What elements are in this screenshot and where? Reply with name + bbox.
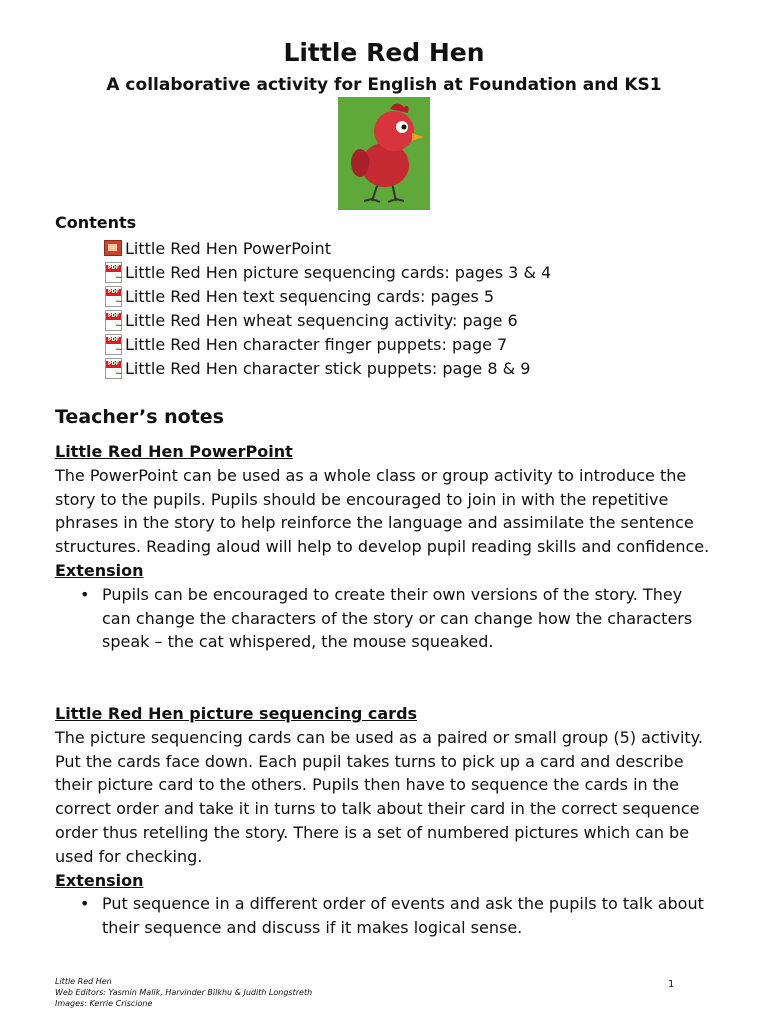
footer-line: Images: Kerrie Criscione <box>55 999 153 1008</box>
contents-item[interactable] <box>100 284 551 308</box>
document-title: Little Red Hen <box>283 38 485 67</box>
red-hen-icon <box>338 97 430 210</box>
teachers-notes-heading: Teacher’s notes <box>55 406 224 428</box>
contents-item[interactable] <box>100 332 551 356</box>
pdf-icon: PDF ~ <box>100 262 122 282</box>
notes-section-powerpoint <box>55 440 715 654</box>
contents-item-label: Little Red Hen wheat sequencing activity: page 6 <box>125 310 518 330</box>
contents-item[interactable] <box>100 236 551 260</box>
contents-item-label: Little Red Hen picture sequencing cards: pages 3 & 4 <box>125 262 552 282</box>
document-subtitle: A collaborative activity for English at Foundation and KS1 <box>106 75 662 95</box>
notes-section-picture-cards <box>55 702 715 940</box>
extension-label: Extension <box>55 870 144 890</box>
footer-line: Web Editors: Yasmin Malik, Harvinder Bilkhu & Judith Longstreth <box>55 988 313 997</box>
page-footer <box>55 976 312 1009</box>
section-title: Little Red Hen PowerPoint <box>55 442 293 461</box>
contents-item[interactable] <box>100 260 551 284</box>
pdf-icon: PDF ~ <box>100 286 122 306</box>
pdf-icon: PDF ~ <box>100 310 122 330</box>
section-title: Little Red Hen picture sequencing cards <box>55 704 418 723</box>
pdf-icon: PDF ~ <box>100 358 122 378</box>
extension-bullet: • Put sequence in a different order of events and ask the pupils to talk about their sequence and discuss if it makes logical sense. <box>55 892 715 940</box>
contents-item[interactable] <box>100 356 551 380</box>
section-body: The PowerPoint can be used as a whole class or group activity to introduce the story to the pupils. Pupils should be encouraged to join in with the repetitive phrases in the story to help reinforce the language and assimilate the sentence structures. Reading aloud will help to develop pupil reading skills and confidence. <box>55 465 710 557</box>
page-number: 1 <box>668 979 675 990</box>
contents-item-label: Little Red Hen PowerPoint <box>125 238 331 258</box>
contents-heading: Contents <box>55 213 137 232</box>
powerpoint-icon <box>100 238 122 258</box>
contents-list <box>100 236 551 380</box>
contents-item-label: Little Red Hen character stick puppets: page 8 & 9 <box>125 358 531 378</box>
footer-line: Little Red Hen <box>55 977 112 986</box>
section-body: The picture sequencing cards can be used as a paired or small group (5) activity. Put the cards face down. Each pupil takes turns to pick up a card and describe their picture card to the others. Pupils then have to sequence the cards in the correct order and take it in turns to talk about their card in the correct sequence order thus retelling the story. There is a set of numbered pictures which can be used for checking. <box>55 727 703 866</box>
contents-item-label: Little Red Hen text sequencing cards: pages 5 <box>125 286 495 306</box>
extension-label: Extension <box>55 560 144 580</box>
contents-item[interactable] <box>100 308 551 332</box>
extension-bullet: • Pupils can be encouraged to create their own versions of the story. They can change the characters of the story or can change how the characters speak – the cat whispered, the mouse squeaked. <box>55 583 715 654</box>
pdf-icon: PDF ~ <box>100 334 122 354</box>
contents-item-label: Little Red Hen character finger puppets: page 7 <box>125 334 508 354</box>
